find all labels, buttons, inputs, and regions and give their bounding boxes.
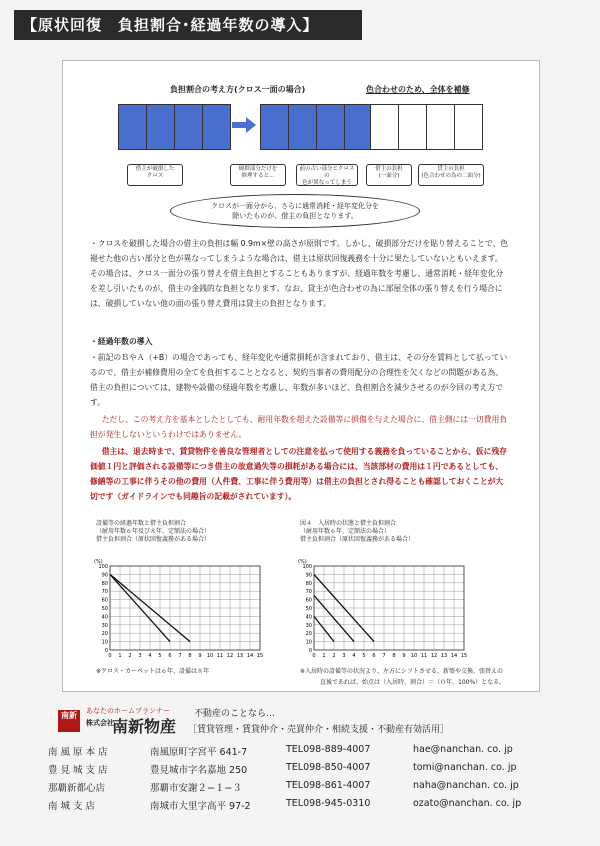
explanation-bubble: クロスが一面分から、さらに通常消耗・経年変化分を 除いたものが、借主の負担となります。 [170, 194, 420, 228]
y-tick-label: 50 [305, 606, 312, 612]
chart-right-note-1: ※入居時の設備等の状況より、左方にシフトさせる。新築や交換、張替えの [300, 668, 504, 675]
diagram-label-1: 借主が破損した クロス [127, 164, 183, 186]
panel-repair-3 [426, 104, 455, 150]
paragraph-warning-1: ただし、この考え方を基本としたとしても、耐用年数を超えた設備等に損傷を与えた場合に、借主側には一切費用負担が発生しないというわけではありません。 [90, 415, 508, 439]
chart-left-caption: 設備等の経過年数と借主負担割合 （耐用年数６年及び８年、定額法の場合） 借主負担割合（原状回復義務がある場合） [96, 520, 211, 543]
y-tick-label: 60 [305, 597, 312, 604]
x-tick-label: 7 [178, 653, 182, 659]
x-tick-label: 12 [226, 653, 234, 659]
y-tick-label: 30 [101, 622, 108, 629]
section-heading-elapsed-years: ・経過年数の導入 [90, 337, 153, 346]
x-tick-label: 14 [246, 653, 254, 659]
chart-left [92, 556, 282, 664]
x-tick-label: 8 [188, 653, 192, 659]
panel-after-3 [316, 104, 345, 150]
y-tick-label: 10 [101, 639, 108, 646]
arrow-right-icon [232, 117, 256, 133]
y-tick-label: 40 [305, 614, 312, 621]
x-tick-label: 13 [236, 653, 244, 659]
y-tick-label: 20 [101, 631, 108, 638]
x-tick-label: 6 [168, 653, 172, 659]
x-tick-label: 6 [372, 653, 376, 659]
y-tick-label: 90 [101, 572, 108, 579]
x-tick-label: 2 [332, 653, 336, 659]
x-tick-label: 10 [410, 653, 418, 659]
x-tick-label: 15 [256, 653, 264, 659]
chart-right-caption: 図４ 入居時の状態と借主負担割合 （耐用年数６年、定額法の場合） 借主負担割合（原状回復義務がある場合） [300, 520, 415, 543]
branch-address: 那覇市安謝２−１−３ [150, 783, 242, 794]
x-tick-label: 12 [430, 653, 438, 659]
x-tick-label: 1 [322, 653, 326, 659]
page-title: 【原状回復 負担割合･経過年数の導入】 [14, 10, 362, 40]
x-tick-label: 3 [342, 653, 346, 659]
branch-email[interactable]: tomi@nanchan. co. jp [413, 762, 517, 773]
x-tick-label: 1 [118, 653, 122, 659]
y-tick-label: 90 [305, 572, 312, 579]
panel-before-4 [202, 104, 231, 150]
y-tick-label: 100 [98, 564, 108, 570]
y-tick-label: 100 [302, 564, 312, 570]
branch-address: 南風原町字宮平 641-7 [150, 747, 248, 758]
panel-repair-4 [454, 104, 483, 150]
diagram-label-4: 借主の負担 (一面分) [366, 164, 412, 186]
y-tick-label: 80 [101, 580, 108, 587]
chart-right-note-2: 直後であれば、始点は（入居時、割合）＝（０年、100%）となる。 [320, 679, 506, 686]
x-tick-label: 0 [312, 653, 316, 659]
panel-before-3 [174, 104, 203, 150]
diagram-label-2: 破損部分だけを 修理すると… [230, 164, 286, 186]
company-name: 南新物産 [112, 717, 177, 736]
x-tick-label: 9 [198, 653, 202, 659]
diagram-label-5: 貸主の負担 (色合わせの為の二面分) [418, 164, 484, 186]
panel-before-2 [146, 104, 175, 150]
paragraph-cross-damage: ・クロスを破損した場合の借主の負担は幅 0.9m×壁の高さが原則です。しかし、破損部分だけを貼り替えることで、色褪せた他の古い部分と色が異なってしまうような場合は、借主は原状回復義務を十分に果たしていないともいえます。その場合は、クロス一面分の張り替えを借主負担とすることもありますが、経過年数を考慮し、通常消耗・経年変化分を差し引いたものが、借主の金銭的な負担となります。なお、貸主が色合わせの為に部屋全体の張り替えを行う場合には、破損していない他の面の張り替え費用は貸主の負担となります。 [90, 239, 509, 308]
x-tick-label: 11 [216, 653, 224, 659]
x-tick-label: 10 [206, 653, 214, 659]
diagram-label-3: 前の古い部分とクロスの 色が異なってしまう [296, 164, 358, 186]
branch-email[interactable]: ozato@nanchan. co. jp [413, 798, 522, 809]
chart-left-note: ※クロス・カーペットは６年、設備は８年 [96, 668, 210, 675]
paragraph-elapsed-years: ・前記のＢやＡ（+B）の場合であっても、経年変化や通常損耗が含まれており、借主は、その分を賃料として払っているので、借主が補修費用の全てを負担することとなると、契約当事者の費用配分の合理性を欠くなどの問題がある為、借主の負担については、建物や設備の経過年数を考慮し、年数が多いほど、負担割合を減少させるのが今回の考え方です。 [90, 353, 508, 407]
x-tick-label: 3 [138, 653, 142, 659]
y-tick-label: 0 [308, 648, 312, 654]
panel-after-4 [344, 104, 373, 150]
x-tick-label: 7 [382, 653, 386, 659]
branch-tel: TEL098-945-0310 [286, 798, 371, 809]
diagram-caption-left: 負担割合の考え方(クロス一面の場合) [170, 85, 306, 94]
y-tick-label: 40 [101, 614, 108, 621]
services: ［賃貸管理・賃貸仲介・売買仲介・相続支援・不動産有効活用］ [188, 725, 450, 735]
y-tick-label: 70 [101, 589, 108, 596]
branch-email[interactable]: hae@nanchan. co. jp [413, 744, 513, 755]
x-tick-label: 11 [420, 653, 428, 659]
branch-address: 南城市大里字高平 97-2 [150, 801, 251, 812]
y-tick-label: 50 [101, 606, 108, 612]
x-tick-label: 2 [128, 653, 132, 659]
tagline: あなたのホームプランナー [86, 707, 170, 715]
branch-tel: TEL098-889-4007 [286, 744, 371, 755]
paragraph-warning-2: 借主は、退去時まで、賃貸物件を善良な管理者としての注意を払って使用する義務を負っていることから、仮に残存価値１円と評価される設備等につき借主の故意過失等の損耗がある場合には、当該部材の費用は１円であるとしても、修繕等の工事に伴うその他の費用（人件費、工事に伴う費用等）は借主の負担とされ得ることも確認しておくことが大切です（ガイドラインでも同趣旨の記載がされています）。 [90, 447, 507, 501]
branch-tel: TEL098-850-4007 [286, 762, 371, 773]
x-tick-label: 5 [158, 653, 162, 659]
y-tick-label: 30 [305, 622, 312, 629]
y-tick-label: 10 [305, 639, 312, 646]
company-logo: 南新 [58, 710, 80, 732]
y-unit-label: (%) [298, 559, 307, 565]
x-tick-label: 0 [108, 653, 112, 659]
y-tick-label: 80 [305, 580, 312, 587]
y-tick-label: 60 [101, 597, 108, 604]
panel-after-1 [260, 104, 289, 150]
chart-right [296, 556, 486, 664]
panel-before-1 [118, 104, 147, 150]
y-tick-label: 20 [305, 631, 312, 638]
branch-name: 豊 見 城 支 店 [48, 765, 108, 776]
y-tick-label: 70 [305, 589, 312, 596]
x-tick-label: 8 [392, 653, 396, 659]
branch-name: 南 風 原 本 店 [48, 747, 108, 758]
branch-name: 那覇新都心店 [48, 783, 106, 794]
slogan: 不動産のことなら… [194, 709, 276, 719]
x-tick-label: 4 [148, 653, 152, 659]
x-tick-label: 13 [440, 653, 448, 659]
panel-repair-2 [398, 104, 427, 150]
branch-email[interactable]: naha@nanchan. co. jp [413, 780, 519, 791]
branch-tel: TEL098-861-4007 [286, 780, 371, 791]
x-tick-label: 5 [362, 653, 366, 659]
panel-after-2 [288, 104, 317, 150]
branch-address: 豊見城市字名嘉地 250 [150, 765, 248, 776]
x-tick-label: 15 [460, 653, 468, 659]
diagram-caption-right: 色合わせのため、全体を補修 [366, 85, 470, 94]
y-tick-label: 0 [104, 648, 108, 654]
y-unit-label: (%) [94, 559, 103, 565]
x-tick-label: 9 [402, 653, 406, 659]
company-type: 株式会社 [86, 719, 114, 727]
x-tick-label: 14 [450, 653, 458, 659]
panel-repair-1 [370, 104, 399, 150]
x-tick-label: 4 [352, 653, 356, 659]
branch-name: 南 城 支 店 [48, 801, 96, 812]
